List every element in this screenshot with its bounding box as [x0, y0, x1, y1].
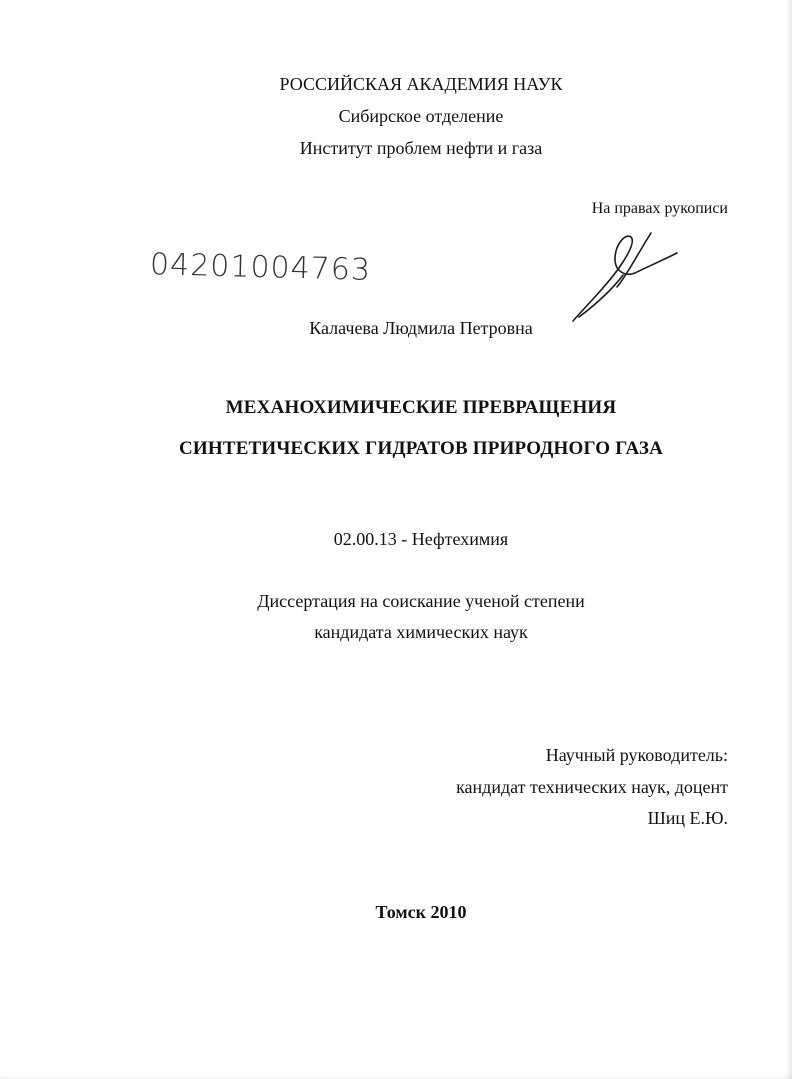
academy-name: РОССИЙСКАЯ АКАДЕМИЯ НАУК — [279, 74, 563, 94]
thesis-title-line-2: СИНТЕТИЧЕСКИХ ГИДРАТОВ ПРИРОДНОГО ГАЗА — [178, 438, 664, 459]
thesis-title-line-1: МЕХАНОХИМИЧЕСКИЕ ПРЕВРАЩЕНИЯ — [225, 397, 617, 418]
city-year: Томск 2010 — [375, 902, 467, 922]
institute-name: Институт проблем нефти и газа — [299, 138, 543, 158]
degree-line-1: Диссертация на соискание ученой степени — [257, 591, 585, 611]
supervisor-label: Научный руководитель: — [545, 745, 728, 765]
registration-number-handwritten: 04201004763 — [149, 247, 372, 288]
supervisor-title: кандидат технических наук, доцент — [456, 777, 728, 797]
supervisor-name: Шиц Е.Ю. — [647, 808, 728, 828]
specialty-code: 02.00.13 - Нефтехимия — [333, 529, 509, 549]
manuscript-rights-note: На правах рукописи — [591, 200, 728, 217]
degree-line-2: кандидата химических наук — [314, 622, 528, 642]
signature-icon — [565, 225, 690, 325]
branch-name: Сибирское отделение — [338, 106, 504, 126]
author-name: Калачева Людмила Петровна — [309, 318, 533, 338]
